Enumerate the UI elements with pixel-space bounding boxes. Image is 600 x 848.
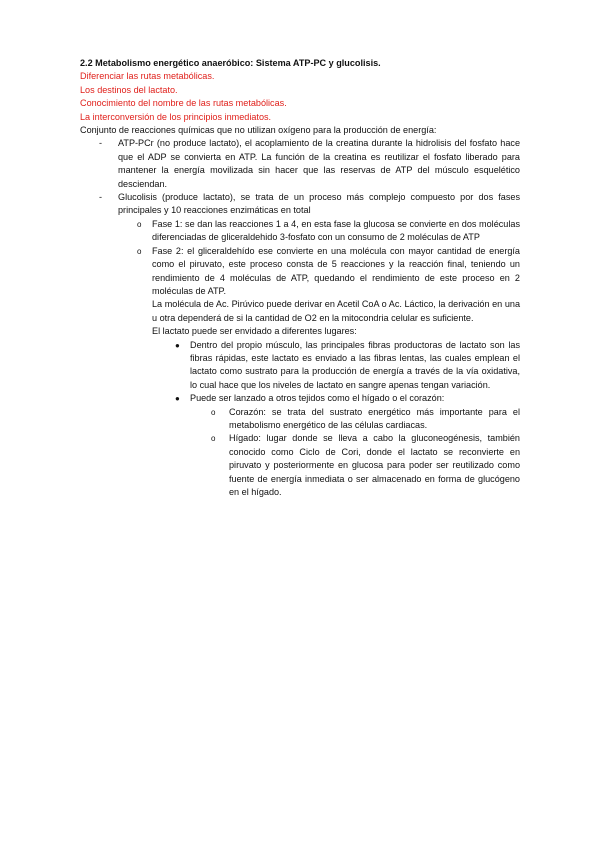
section-title: 2.2 Metabolismo energético anaeróbico: Sistema ATP-PC y glucolisis.	[80, 58, 381, 68]
document-body	[80, 57, 520, 499]
circle-marker: o	[211, 407, 216, 417]
piruvico-paragraph: La molécula de Ac. Pirúvico puede derivar en Acetil CoA o Ac. Láctico, la derivación en una u otra dependerá de si la cantidad de O2 en la mitocondria celular es suficiente.	[152, 299, 520, 323]
otros-tejidos-text: Puede ser lanzado a otros tejidos como el hígado o el corazón:	[190, 393, 445, 404]
higado-text: Hígado: lugar donde se lleva a cabo la gluconeogénesis, también conocido como Ciclo de Cori, donde el lactato se reconvierte en piruvato y posteriormente en glucosa para poder ser reutilizado como fuente de energía inmediata o ser almacenado en forma de glucógeno en el hígado.	[229, 433, 520, 497]
list-item-glucolisis	[99, 191, 520, 218]
list-item-higado	[211, 432, 520, 499]
fase-2-text: Fase 2: el gliceraldehído ese convierte en una molécula con mayor cantidad de energía como el piruvato, este proceso consta de 5 reacciones y la reacción final, teniendo un rendimiento de 4 moléculas de ATP, quedando el rendimiento de este proceso en 2 moléculas de ATP.	[152, 245, 520, 296]
list-item-atp-pcr	[99, 137, 520, 191]
bullet-marker: ●	[175, 394, 180, 404]
objective-2: Los destinos del lactato.	[80, 84, 178, 95]
corazon-text: Corazón: se trata del sustrato energético más importante para el metabolismo energético de las células cardiacas.	[229, 406, 520, 430]
list-item-corazon	[211, 406, 520, 433]
objective-3: Conocimiento del nombre de las rutas metabólicas.	[80, 98, 287, 109]
dash-marker: -	[99, 192, 103, 203]
list-item-fase-1	[137, 218, 520, 245]
circle-marker: o	[211, 434, 216, 444]
musculo-text: Dentro del propio músculo, las principales fibras productoras de lactato son las fibras rápidas, este lactato es enviado a las fibras lentas, las cuales emplean el lactato como sustrato para la producción de energía a través de la vía oxidativa, lo cual hace que los niveles de lactato en sangre apenas tengan variación.	[190, 339, 520, 390]
fase-1-text: Fase 1: se dan las reacciones 1 a 4, en esta fase la glucosa se convierte en dos moléculas diferenciadas de gliceraldehido 3-fosfato con un consumo de 2 moléculas de ATP	[152, 218, 520, 243]
intro-paragraph: Conjunto de reacciones químicas que no utilizan oxígeno para la producción de energía:	[80, 125, 437, 136]
list-item-fase-2	[137, 245, 520, 299]
objective-4: La interconversión de los principios inmediatos.	[80, 111, 272, 122]
objective-1: Diferenciar las rutas metabólicas.	[80, 71, 215, 82]
glucolisis-text: Glucolisis (produce lactato), se trata de un proceso más complejo compuesto por dos fases principales y 10 reacciones enzimáticas en total	[118, 192, 520, 216]
circle-marker: o	[137, 246, 142, 256]
lactato-destinos-paragraph: El lactato puede ser envidado a diferentes lugares:	[152, 326, 357, 337]
list-item-musculo	[175, 339, 520, 393]
atp-pcr-text: ATP-PCr (no produce lactato), el acoplamiento de la creatina durante la hidrolisis del fosfato hace que el ADP se convierta en ATP. La función de la creatina es reutilizar el fosfato liberado para mantener la energía movilizada sin hacer que las reservas de ATP del músculo esquelético desciendan.	[118, 138, 520, 189]
circle-marker: o	[137, 219, 142, 229]
list-item-otros-tejidos	[175, 392, 520, 405]
dash-marker: -	[99, 138, 103, 149]
bullet-marker: ●	[175, 340, 180, 350]
